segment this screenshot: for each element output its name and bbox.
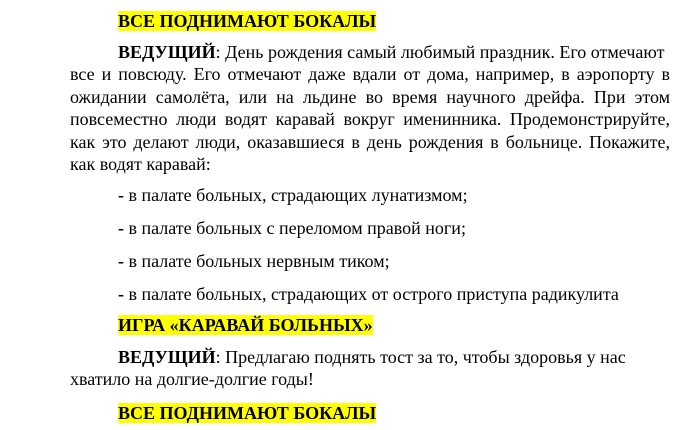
bullet-dash: - (118, 284, 124, 304)
heading-toast-2 (118, 402, 376, 424)
bullet-dash: - (118, 251, 124, 271)
list-item (118, 217, 466, 239)
bullet-dash: - (118, 185, 124, 205)
list-item-text: в палате больных, страдающих от острого приступа радикулита (124, 284, 619, 304)
list-item-text: в палате больных с переломом правой ноги; (124, 218, 466, 238)
speaker-colon: : (215, 347, 221, 367)
list-item-text: в палате больных, страдающих лунатизмом; (124, 185, 468, 205)
paragraph-first-line (118, 346, 670, 368)
highlighted-heading-text: ВСЕ ПОДНИМАЮТ БОКАЛЫ (118, 403, 377, 423)
host-paragraph-1 (118, 41, 670, 63)
host-paragraph-1-body: все и повсюду. Его отмечают даже вдали от дома, например, в аэропорту в ожидании самолёта, или на льдине во время научного дрейфа. При этом повсеместно люди водят каравай вокруг именинника. Продемонстрируйте, как это делают люди, оказавшиеся в день рождения в больнице. Покажите, как водят каравай: (70, 64, 670, 175)
list-item (118, 184, 468, 206)
paragraph-first-line (118, 41, 670, 63)
highlighted-heading-text: ИГРА «КАРАВАЙ БОЛЬНЫХ» (118, 315, 373, 335)
list-item-text: в палате больных нервным тиком; (124, 251, 390, 271)
speaker-label: ВЕДУЩИЙ (118, 347, 216, 367)
speaker-colon: : (215, 42, 221, 62)
bullet-dash: - (118, 218, 124, 238)
heading-game (118, 314, 373, 336)
paragraph-line-1: День рождения самый любимый праздник. Его отмечают (220, 42, 665, 62)
list-item (118, 250, 390, 272)
list-item (118, 283, 619, 305)
speaker-label: ВЕДУЩИЙ (118, 42, 216, 62)
highlighted-heading-text: ВСЕ ПОДНИМАЮТ БОКАЛЫ (118, 11, 377, 31)
host-paragraph-2 (118, 346, 670, 368)
paragraph-line-1: Предлагаю поднять тост за то, чтобы здоровья у нас (220, 347, 626, 367)
host-paragraph-2-body: хватило на долгие-долгие годы! (70, 369, 314, 390)
heading-toast-1 (118, 10, 376, 32)
